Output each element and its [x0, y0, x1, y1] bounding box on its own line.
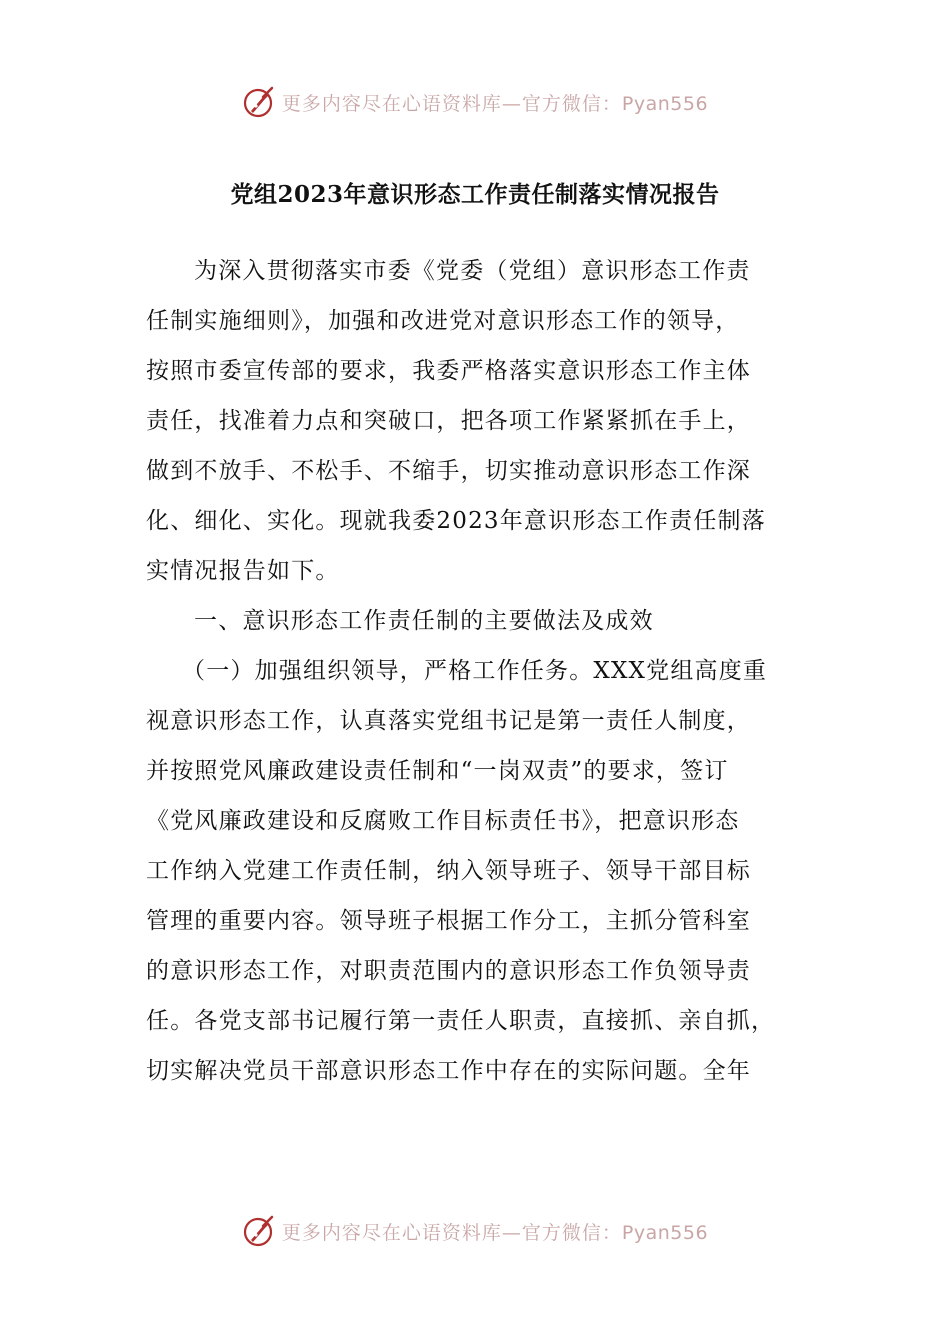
paragraph-line: （一）加强组织领导，严格工作任务。XXX党组高度重 — [182, 658, 768, 684]
paragraph-line: 视意识形态工作，认真落实党组书记是第一责任人制度， — [146, 708, 751, 734]
paragraph-line: 工作纳入党建工作责任制，纳入领导班子、领导干部目标 — [146, 858, 751, 884]
paragraph-line: 《党风廉政建设和反腐败工作目标责任书》，把意识形态 — [146, 808, 740, 834]
watermark-header — [0, 80, 950, 124]
document-body — [146, 246, 806, 1096]
paragraph-line: 实情况报告如下。 — [146, 558, 340, 584]
watermark-label: 更多内容尽在心语资料库—官方微信： — [281, 1221, 622, 1244]
paragraph-line: 切实解决党员干部意识形态工作中存在的实际问题。全年 — [146, 1058, 751, 1084]
paragraph-line: 按照市委宣传部的要求，我委严格落实意识形态工作主体 — [146, 358, 751, 384]
watermark-label: 更多内容尽在心语资料库—官方微信： — [281, 92, 622, 115]
paragraph-line: 任。各党支部书记履行第一责任人职责，直接抓、亲自抓， — [146, 1008, 776, 1034]
watermark-text — [282, 1218, 708, 1245]
paragraph-line: 化、细化、实化。现就我委2023年意识形态工作责任制落 — [146, 508, 766, 534]
document-title: 党组2023年意识形态工作责任制落实情况报告 — [230, 181, 720, 208]
pen-nib-logo-icon — [242, 1214, 276, 1248]
watermark-footer — [0, 1209, 950, 1253]
paragraph-line: 为深入贯彻落实市委《党委（党组）意识形态工作责 — [194, 258, 751, 284]
paragraph-line: 任制实施细则》，加强和改进党对意识形态工作的领导， — [146, 308, 740, 334]
paragraph-line: 责任，找准着力点和突破口，把各项工作紧紧抓在手上， — [146, 408, 751, 434]
paragraph-line: 做到不放手、不松手、不缩手，切实推动意识形态工作深 — [146, 458, 751, 484]
pen-nib-logo-icon — [242, 85, 276, 119]
paragraph-line: 管理的重要内容。领导班子根据工作分工，主抓分管科室 — [146, 908, 751, 934]
paragraph-line: 的意识形态工作，对职责范围内的意识形态工作负领导责 — [146, 958, 751, 984]
watermark-wechat-id: Pyan556 — [621, 92, 709, 115]
watermark-text — [282, 89, 708, 116]
section-heading: 一、意识形态工作责任制的主要做法及成效 — [194, 608, 654, 634]
watermark-wechat-id: Pyan556 — [621, 1221, 709, 1244]
paragraph-line: 并按照党风廉政建设责任制和“一岗双责”的要求，签订 — [146, 758, 729, 784]
